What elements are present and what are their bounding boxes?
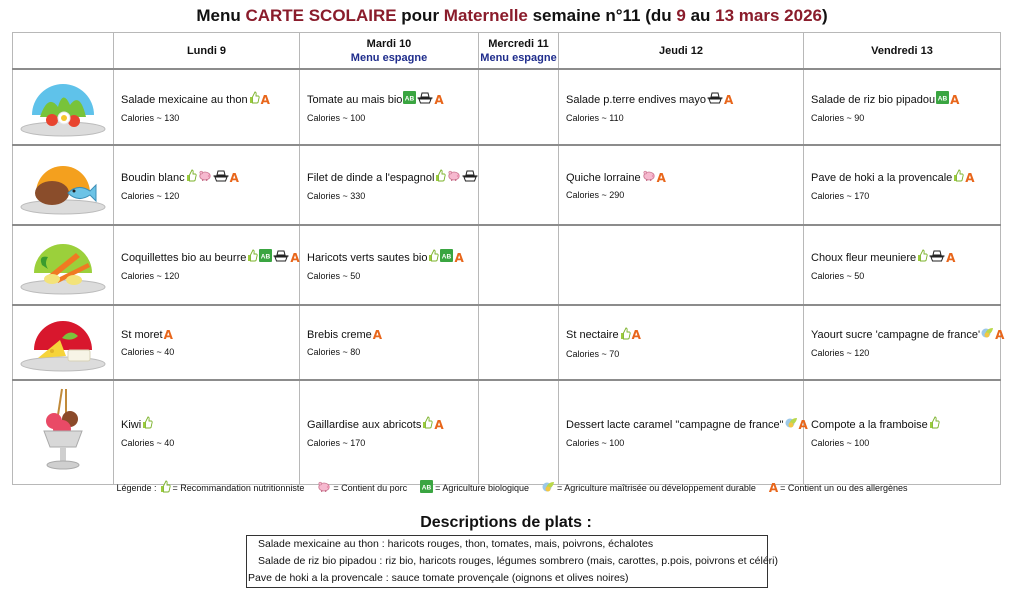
allergen-icon: A [724,92,734,107]
description-line: Salade mexicaine au thon : haricots rouges, thon, tomates, mais, poivrons, échalotes [258,538,654,550]
svg-text:AB: AB [442,253,452,261]
dish-name [121,328,299,342]
allergen-icon: A [163,328,173,342]
thumb-up-icon [435,169,446,186]
menu-cell [114,225,300,305]
descriptions-title: Descriptions de plats : [420,514,592,531]
durable-agriculture-icon [785,417,798,433]
vegetables-icon [18,229,108,302]
calories: Calories ~ 110 [566,112,624,123]
title-week: semaine n°11 (du [527,6,677,25]
menu-cell [114,380,300,484]
allergen-icon: A [946,250,956,265]
dish-label: Salade p.terre endives mayo [566,93,707,106]
day-header: Mardi 10 Menu espagne [300,33,479,70]
title-prefix: Menu [196,6,246,25]
dish-name [566,327,803,344]
allergen-icon: A [290,250,300,265]
dish-label: St moret [121,329,163,341]
svg-text:AB: AB [405,95,415,103]
bio-label-icon [936,91,949,108]
dish-name [121,169,299,186]
calories: Calories ~ 170 [811,191,870,201]
menu-cell [300,225,479,305]
allergen-icon: A [229,170,239,185]
calories: Calories ~ 70 [566,348,620,359]
dish-name [121,416,299,433]
legend-text: = Agriculture biologique [435,482,529,493]
allergen-icon: A [950,92,960,107]
menu-cell [559,305,804,380]
thumb-up-icon [953,169,964,186]
title-carte: CARTE SCOLAIRE [245,6,397,25]
boat-icon [417,92,433,108]
menu-cell [114,145,300,225]
boat-icon [273,250,289,266]
dish-name [566,417,808,433]
bio-label-icon [259,249,272,266]
menu-cell [114,305,300,380]
dish-label: Yaourt sucre 'campagne de france' [811,329,981,341]
durable-agriculture-icon [981,327,994,343]
boat-icon [929,250,945,266]
table-row [13,225,1001,305]
title-level: Maternelle [443,6,528,25]
legend-text: = Contient du porc [333,482,408,493]
allergen-icon: A [454,250,464,265]
calories: Calories ~ 120 [121,191,180,201]
svg-text:AB: AB [261,253,271,261]
cheese-icon [18,306,108,379]
dessert-icon [18,385,108,480]
menu-cell [300,380,479,484]
dish-label: Choux fleur meuniere [811,251,917,264]
svg-text:AB: AB [421,484,432,492]
calories: Calories ~ 100 [811,438,870,449]
calories: Calories ~ 100 [566,437,625,448]
calories: Calories ~ 50 [307,271,361,281]
dish-label: Pave de hoki a la provencale [811,171,953,184]
row-image-cell [13,145,114,225]
boat-icon [462,170,478,186]
description-line: Salade de riz bio pipadou : riz bio, haricots rouges, légumes sombrero (mais, carottes, p.pois, poivrons et céléri) [258,555,778,567]
dish-name [811,91,1000,108]
day-header: Lundi 9 [114,33,300,70]
row-image-cell [13,225,114,305]
menu-table [12,32,1005,485]
thumb-up-icon [929,416,940,433]
bio-label-icon [420,480,433,495]
day-header-row [13,33,1001,70]
row-image-cell [13,380,114,484]
dish-label: Kiwi [121,418,142,431]
dish-name [307,169,478,186]
menu-cell [804,145,1001,225]
description-line: Pave de hoki a la provencale : sauce tomate provençale (oignons et olives noires) [248,572,629,584]
day-header: Jeudi 12 [559,33,804,70]
thumb-up-icon [186,169,197,186]
pig-icon [198,170,212,185]
dish-label: Filet de dinde a l'espagnol [307,171,435,184]
menu-cell [479,69,559,145]
legend-text: = Contient un ou des allergènes [780,482,908,493]
pig-icon [447,170,461,185]
allergen-icon: A [372,328,383,342]
calories: Calories ~ 170 [307,438,366,449]
title-start-date: 9 [676,6,686,25]
title-end-date: 13 mars 2026 [715,6,822,25]
salad-icon [18,71,108,144]
menu-cell [300,69,479,145]
thumb-up-icon [422,416,433,433]
row-image-cell [13,305,114,380]
table-row [13,305,1001,380]
legend-text: = Agriculture maîtrisée ou développement durable [557,482,756,493]
dish-label: Tomate au mais bio [307,93,403,106]
menu-cell [559,225,804,305]
dish-label: Gaillardise aux abricots [307,418,422,431]
day-header: Vendredi 13 [804,33,1001,70]
thumb-up-icon [160,480,171,495]
thumb-up-icon [249,91,260,108]
title-pour: pour [396,6,444,25]
title-close: ) [822,6,828,25]
thumb-up-icon [142,416,153,433]
dish-name [811,327,1005,343]
menu-cell [804,69,1001,145]
day-header: Mercredi 11 Menu espagne [479,33,559,70]
menu-cell [804,305,1005,380]
calories: Calories ~ 40 [121,347,175,357]
row-image-cell [13,69,114,145]
table-row [13,145,1001,225]
allergen-icon: A [965,170,975,185]
thumb-up-icon [428,249,439,266]
legend [0,480,1024,495]
menu-cell [479,225,559,305]
menu-cell [804,225,1001,305]
calories: Calories ~ 80 [307,347,361,357]
legend-prefix: Légende : [116,482,157,493]
dish-label: Coquillettes bio au beurre [121,251,247,264]
page-title [0,6,1024,26]
dish-label: Quiche lorraine [566,171,641,184]
menu-cell [559,145,804,225]
menu-cell [479,380,559,484]
descriptions-box [246,535,778,588]
calories: Calories ~ 290 [566,190,625,200]
dish-name [307,91,478,108]
dish-label: Haricots verts sautes bio [307,251,428,264]
allergen-icon: A [260,92,270,107]
calories: Calories ~ 90 [811,113,865,123]
dish-name [121,91,299,108]
calories: Calories ~ 40 [121,438,175,449]
dish-name [307,416,478,433]
header-corner [13,33,114,70]
boat-icon [707,92,723,108]
pig-icon [642,170,656,185]
legend-text: = Recommandation nutritionniste [172,482,305,493]
dish-name [811,416,1000,433]
calories: Calories ~ 120 [811,348,870,358]
allergen-icon: A [631,328,641,342]
dish-label: Salade de riz bio pipadou [811,93,936,106]
calories: Calories ~ 120 [121,271,180,281]
calories: Calories ~ 330 [307,191,366,201]
allergen-icon: A [434,92,444,107]
dish-name [121,249,299,266]
dish-name [811,249,1000,266]
thumb-up-icon [917,249,928,266]
dish-name [566,92,803,108]
table-row [13,69,1001,145]
svg-text:AB: AB [937,95,948,103]
dish-label: Salade mexicaine au thon [121,93,248,106]
dish-label: Brebis creme [307,329,372,341]
calories: Calories ~ 100 [307,113,366,123]
dish-name [566,170,803,185]
allergen-icon: A [995,328,1005,342]
allergen-icon: A [768,480,779,495]
boat-icon [213,170,229,186]
dish-name [307,328,478,342]
bio-label-icon [440,249,453,266]
menu-cell [479,305,559,380]
thumb-up-icon [247,249,258,266]
meat-fish-icon [18,149,108,222]
dish-label: Compote a la framboise [811,418,928,431]
menu-cell [114,69,300,145]
thumb-up-icon [620,327,631,344]
bio-label-icon [403,91,416,108]
table-row [13,380,1001,484]
dish-name [811,169,1000,186]
menu-cell [559,380,808,484]
pig-icon [317,481,331,494]
calories: Calories ~ 130 [121,113,180,123]
menu-cell [559,69,804,145]
menu-cell [300,145,479,225]
menu-cell [300,305,479,380]
title-au: au [685,6,716,25]
dish-label: Boudin blanc [121,171,185,184]
allergen-icon: A [434,417,444,432]
dish-label: St nectaire [566,329,619,341]
dish-label: Dessert lacte caramel "campagne de france" [566,418,784,431]
menu-cell [479,145,559,225]
menu-cell [804,380,1001,484]
durable-agriculture-icon [542,481,555,495]
dish-name [307,249,478,266]
allergen-icon: A [798,417,808,432]
calories: Calories ~ 50 [811,271,865,281]
allergen-icon: A [656,170,666,185]
